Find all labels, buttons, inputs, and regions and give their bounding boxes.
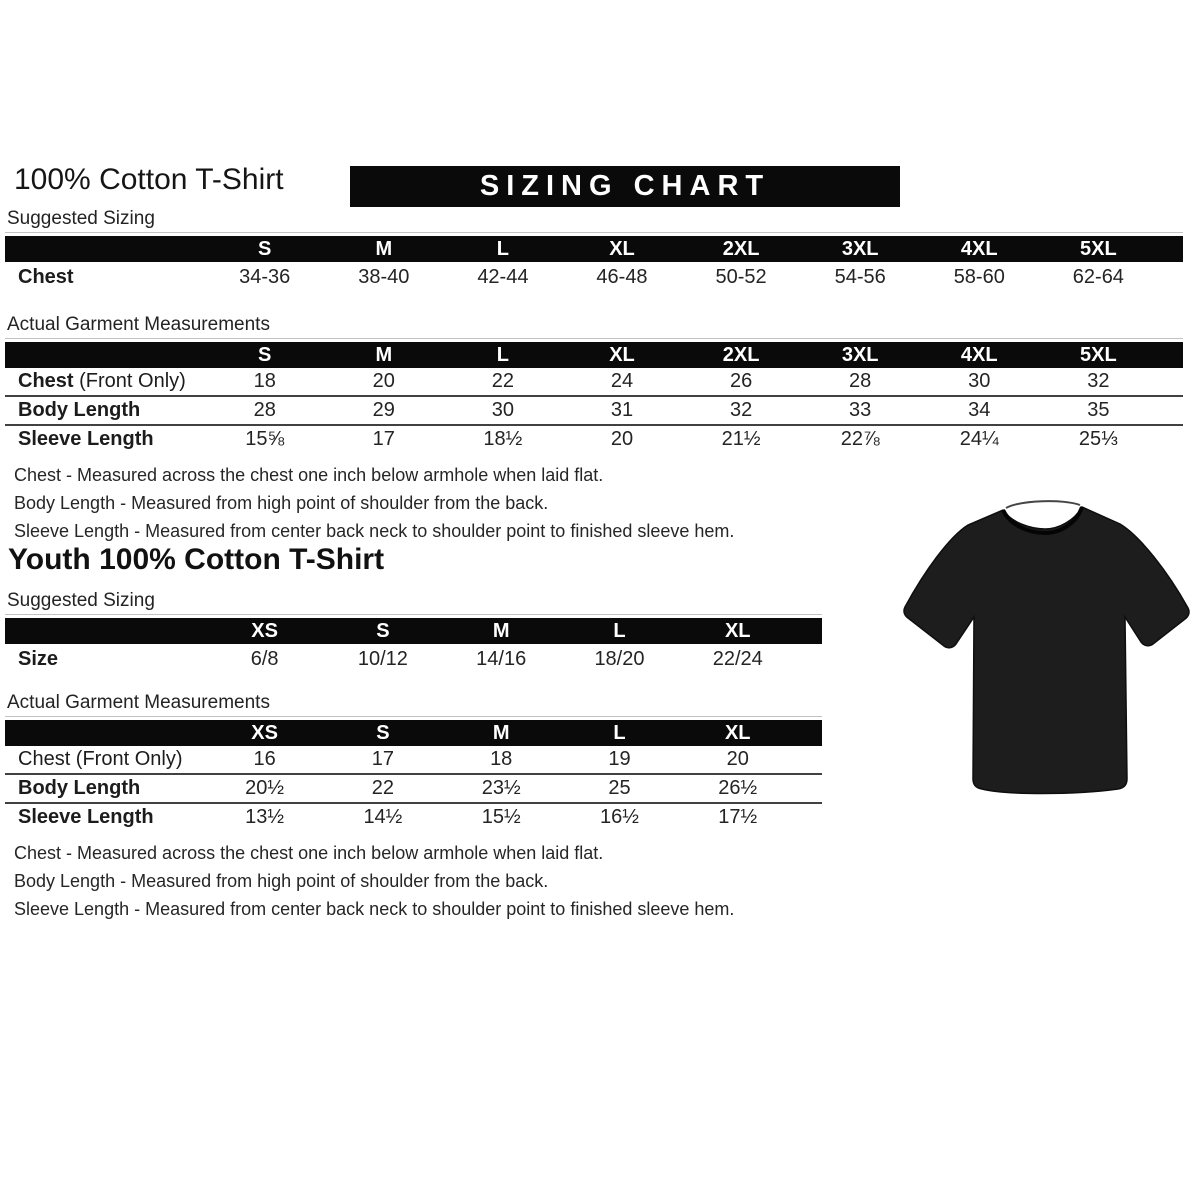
size-value-cell: 6/8 bbox=[250, 647, 279, 670]
size-col-header: 4XL bbox=[920, 342, 1039, 368]
size-col-header: S bbox=[324, 618, 442, 644]
measurement-cell: 32 bbox=[729, 399, 753, 421]
size-col-header: 5XL bbox=[1039, 342, 1158, 368]
youth-measurements-table bbox=[5, 720, 822, 831]
measurement-cell: 20 bbox=[726, 748, 749, 770]
header-pad bbox=[797, 618, 822, 644]
row-label: Body Length bbox=[18, 777, 141, 799]
measurement-cell: 16½ bbox=[600, 806, 639, 828]
measurement-cell: 34 bbox=[968, 399, 991, 421]
measurement-cell: 17½ bbox=[718, 806, 758, 828]
size-value-cell: 10/12 bbox=[357, 647, 408, 670]
pad-cell bbox=[1158, 425, 1183, 453]
size-col-header: XL bbox=[679, 720, 797, 746]
measurement-cell: 31 bbox=[610, 399, 634, 421]
size-col-header: S bbox=[205, 342, 324, 368]
chest-front-only-row bbox=[5, 368, 1183, 396]
measurement-cell: 24 bbox=[610, 370, 634, 392]
size-value-cell: 34-36 bbox=[239, 265, 291, 288]
size-col-header: XL bbox=[562, 342, 681, 368]
size-value-cell: 14/16 bbox=[476, 647, 527, 670]
measurement-cell: 24¼ bbox=[959, 428, 999, 450]
note-line: Body Length - Measured from high point of shoulder from the back. bbox=[14, 493, 549, 513]
tshirt-collar-rim bbox=[1006, 501, 1080, 508]
measurement-cell: 23½ bbox=[481, 777, 521, 799]
size-col-header: L bbox=[443, 236, 562, 262]
size-col-header: XS bbox=[205, 720, 323, 746]
measurement-cell: 22 bbox=[491, 370, 515, 392]
suggested-sizing-label: Suggested Sizing bbox=[7, 590, 155, 611]
suggested-sizing-label: Suggested Sizing bbox=[7, 208, 155, 229]
size-col-header: M bbox=[324, 236, 443, 262]
size-col-header: S bbox=[205, 236, 324, 262]
divider bbox=[5, 716, 822, 717]
size-col-header: 2XL bbox=[682, 236, 801, 262]
size-value-cell: 54-56 bbox=[834, 265, 886, 288]
size-value-cell: 38-40 bbox=[358, 265, 410, 288]
row-label: Sleeve Length bbox=[18, 428, 154, 450]
header-spacer bbox=[5, 342, 205, 368]
measurement-cell: 13½ bbox=[245, 806, 285, 828]
pad-cell bbox=[797, 803, 822, 831]
size-col-header: M bbox=[324, 342, 443, 368]
tshirt-image bbox=[896, 496, 1196, 802]
row-label: Sleeve Length bbox=[18, 806, 154, 828]
tshirt-silhouette bbox=[904, 507, 1189, 794]
row-label: Chest bbox=[18, 265, 74, 288]
note-line: Sleeve Length - Measured from center back neck to shoulder point to finished sleeve hem. bbox=[14, 521, 735, 541]
adult-measurements-section bbox=[5, 314, 1183, 453]
size-header-row bbox=[5, 618, 822, 644]
measurement-cell: 28 bbox=[849, 370, 872, 392]
size-header-row bbox=[5, 342, 1183, 368]
measurement-cell: 28 bbox=[253, 399, 276, 421]
header-pad bbox=[1158, 342, 1183, 368]
measurement-cell: 35 bbox=[1087, 399, 1110, 421]
header-spacer bbox=[5, 720, 205, 746]
adult-suggested-section bbox=[5, 208, 1183, 292]
measurement-cell: 20½ bbox=[245, 777, 285, 799]
measurement-cell: 14½ bbox=[363, 806, 403, 828]
header-spacer bbox=[5, 618, 205, 644]
product-title: 100% Cotton T-Shirt bbox=[14, 163, 284, 196]
measurement-cell: 29 bbox=[372, 399, 395, 421]
adult-suggested-table bbox=[5, 236, 1183, 292]
measurement-cell: 32 bbox=[1087, 370, 1110, 392]
measurement-cell: 30 bbox=[491, 399, 515, 421]
size-col-header: XL bbox=[562, 236, 681, 262]
divider bbox=[5, 232, 1183, 233]
note-line: Sleeve Length - Measured from center back neck to shoulder point to finished sleeve hem. bbox=[14, 899, 735, 919]
measurement-cell: 25⅓ bbox=[1078, 428, 1118, 450]
body-length-row bbox=[5, 774, 822, 803]
note-line: Chest - Measured across the chest one inch below armhole when laid flat. bbox=[14, 465, 604, 485]
sleeve-length-row bbox=[5, 803, 822, 831]
row-label: Size bbox=[18, 647, 59, 670]
measurement-cell: 18½ bbox=[483, 428, 523, 450]
size-header-row bbox=[5, 720, 822, 746]
measurement-cell: 26½ bbox=[718, 777, 758, 799]
sizing-chart-banner: SIZING CHART bbox=[350, 166, 900, 207]
row-label bbox=[5, 368, 205, 396]
row-label-main: Chest bbox=[18, 370, 74, 392]
divider bbox=[5, 614, 822, 615]
measurement-cell: 16 bbox=[253, 748, 276, 770]
size-value-cell: 18/20 bbox=[594, 647, 645, 670]
measurement-cell: 18 bbox=[253, 370, 276, 392]
size-col-header: L bbox=[560, 618, 678, 644]
measurement-cell: 17 bbox=[371, 748, 395, 770]
size-col-header: 4XL bbox=[920, 236, 1039, 262]
measurement-cell: 20 bbox=[610, 428, 634, 450]
row-label: Chest (Front Only) bbox=[18, 748, 183, 770]
size-col-header: M bbox=[442, 618, 560, 644]
pad-cell bbox=[1158, 262, 1183, 292]
actual-measurements-label: Actual Garment Measurements bbox=[7, 314, 270, 335]
sleeve-length-row bbox=[5, 425, 1183, 453]
pad-cell bbox=[797, 644, 822, 674]
size-col-header: L bbox=[560, 720, 678, 746]
measurement-cell: 20 bbox=[372, 370, 395, 392]
body-length-row bbox=[5, 396, 1183, 425]
size-col-header: 5XL bbox=[1039, 236, 1158, 262]
size-value-cell: 22/24 bbox=[712, 647, 763, 670]
size-row bbox=[5, 644, 822, 674]
header-spacer bbox=[5, 236, 205, 262]
measurement-cell: 17 bbox=[372, 428, 395, 450]
header-pad bbox=[1158, 236, 1183, 262]
measurement-cell: 22⅞ bbox=[840, 428, 880, 450]
youth-notes bbox=[14, 844, 734, 928]
adult-measurements-table bbox=[5, 342, 1183, 453]
size-value-cell: 58-60 bbox=[953, 265, 1005, 288]
pad-cell bbox=[1158, 396, 1183, 425]
measurement-cell: 30 bbox=[968, 370, 991, 392]
measurement-cell: 22 bbox=[371, 777, 395, 799]
pad-cell bbox=[797, 774, 822, 803]
size-value-cell: 62-64 bbox=[1072, 265, 1124, 288]
measurement-cell: 15½ bbox=[481, 806, 521, 828]
chest-front-only-row bbox=[5, 746, 822, 774]
row-label: Body Length bbox=[18, 399, 141, 421]
size-col-header: XL bbox=[679, 618, 797, 644]
size-value-cell: 46-48 bbox=[596, 265, 648, 288]
size-col-header: M bbox=[442, 720, 560, 746]
size-value-cell: 42-44 bbox=[477, 265, 529, 288]
size-col-header: L bbox=[443, 342, 562, 368]
measurement-cell: 25 bbox=[608, 777, 631, 799]
measurement-cell: 21½ bbox=[721, 428, 761, 450]
youth-suggested-table bbox=[5, 618, 822, 674]
size-col-header: XS bbox=[205, 618, 323, 644]
adult-notes bbox=[14, 466, 734, 550]
header-pad bbox=[797, 720, 822, 746]
youth-product-title: Youth 100% Cotton T-Shirt bbox=[8, 543, 385, 576]
note-line: Chest - Measured across the chest one inch below armhole when laid flat. bbox=[14, 843, 604, 863]
youth-suggested-section bbox=[5, 590, 822, 674]
measurement-cell: 18 bbox=[490, 748, 513, 770]
actual-measurements-label: Actual Garment Measurements bbox=[7, 692, 270, 713]
size-col-header: 3XL bbox=[801, 236, 920, 262]
divider bbox=[5, 338, 1183, 339]
pad-cell bbox=[1158, 368, 1183, 396]
size-col-header: S bbox=[324, 720, 442, 746]
measurement-cell: 19 bbox=[608, 748, 631, 770]
pad-cell bbox=[797, 746, 822, 774]
measurement-cell: 15⅝ bbox=[245, 428, 285, 450]
measurement-cell: 26 bbox=[729, 370, 753, 392]
size-col-header: 2XL bbox=[682, 342, 801, 368]
note-line: Body Length - Measured from high point of shoulder from the back. bbox=[14, 871, 549, 891]
youth-measurements-section bbox=[5, 692, 822, 831]
measurement-cell: 33 bbox=[849, 399, 872, 421]
row-label-suffix: (Front Only) bbox=[73, 370, 186, 392]
size-col-header: 3XL bbox=[801, 342, 920, 368]
size-header-row bbox=[5, 236, 1183, 262]
size-value-cell: 50-52 bbox=[715, 265, 767, 288]
chest-row bbox=[5, 262, 1183, 292]
